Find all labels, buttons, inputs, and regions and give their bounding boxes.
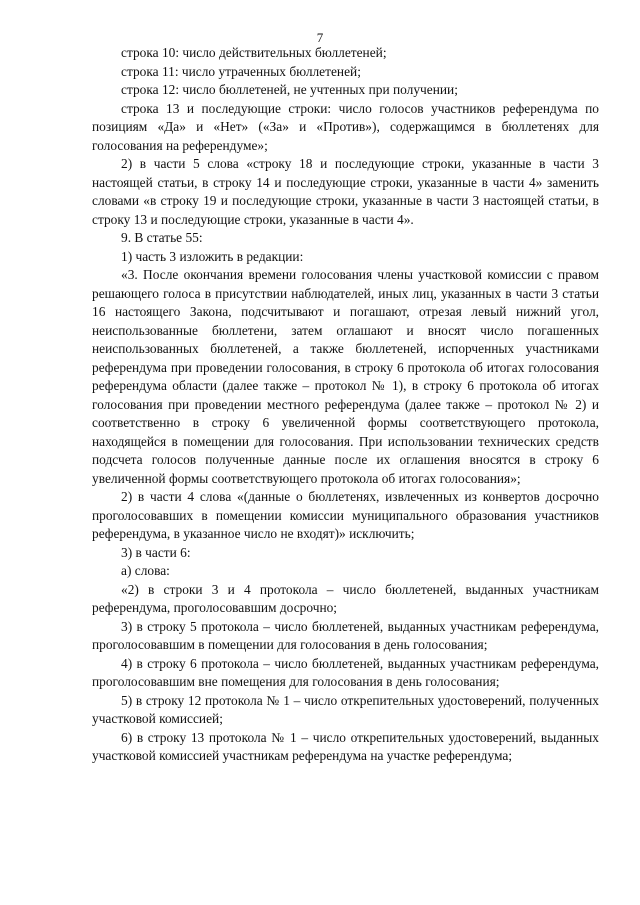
paragraph: «3. После окончания времени голосования члены участковой комиссии с правом решающего голоса в присутствии наблюдателей, иных лиц, указанных в части 3 статьи 16 настоящего Закона, подсчитывают и погашают, отрезая левый нижний угол, неиспользованные бюллетени, затем оглашают и вносят число погашенных неиспользованных бюллетеней, а также бюллетеней, испорченных участниками референдума при проведении голосования, в строку 6 протокола об итогах голосования референдума области (далее также – протокол № 1), в строку 6 протокола об итогах голосования при проведении местного референдума (далее также – протокол № 2) и соответственно в строку 6 увеличенной формы соответствующего протокола, находящейся в помещении для голосования. При использовании технических средств подсчета голосов полученные данные после их оглашения вносятся в строку 6 увеличенной формы соответствующего протокола об итогах голосования»;	[92, 267, 599, 486]
paragraph: строка 11: число утраченных бюллетеней;	[121, 63, 361, 79]
paragraph: 3) в строку 5 протокола – число бюллетеней, выданных участникам референдума, проголосовавшим в помещении для голосования в день голосования;	[92, 618, 599, 652]
paragraph: 4) в строку 6 протокола – число бюллетеней, выданных участникам референдума, проголосовавшим вне помещения для голосования в день голосования;	[92, 655, 599, 689]
paragraph: 6) в строку 13 протокола № 1 – число открепительных удостоверений, выданных участковой комиссией участникам референдума на участке референдума;	[92, 729, 599, 763]
document-body	[92, 44, 599, 766]
paragraph: 5) в строку 12 протокола № 1 – число открепительных удостоверений, полученных участковой комиссией;	[92, 692, 599, 726]
paragraph: 2) в части 4 слова «(данные о бюллетенях, извлеченных из конвертов досрочно проголосовавших в помещении комиссии муниципального образования участников референдума, в указанное число не входят)» исключить;	[92, 489, 599, 541]
paragraph: строка 12: число бюллетеней, не учтенных при получении;	[121, 82, 458, 97]
paragraph: «2) в строки 3 и 4 протокола – число бюллетеней, выданных участникам референдума, проголосовавшим досрочно;	[92, 581, 599, 615]
paragraph: 2) в части 5 слова «строку 18 и последующие строки, указанные в части 3 настоящей статьи, в строку 14 и последующие строки, указанные в части 4» заменить словами «в строку 19 и последующие строки, указанные в части 3 настоящей статьи, в строку 13 и последующие строки, указанные в части 4».	[92, 156, 599, 227]
paragraph: строка 13 и последующие строки: число голосов участников референдума по позициям «Да» и «Нет» («За» и «Против»), содержащимся в бюллетенях для голосования на референдуме»;	[92, 100, 599, 153]
paragraph: строка 10: число действительных бюллетеней;	[121, 45, 387, 60]
paragraph: 3) в части 6:	[121, 544, 191, 560]
paragraph: 9. В статье 55:	[121, 230, 203, 245]
paragraph: 1) часть 3 изложить в редакции:	[121, 248, 304, 264]
page-number: 7	[316, 30, 324, 45]
paragraph: а) слова:	[121, 563, 170, 578]
